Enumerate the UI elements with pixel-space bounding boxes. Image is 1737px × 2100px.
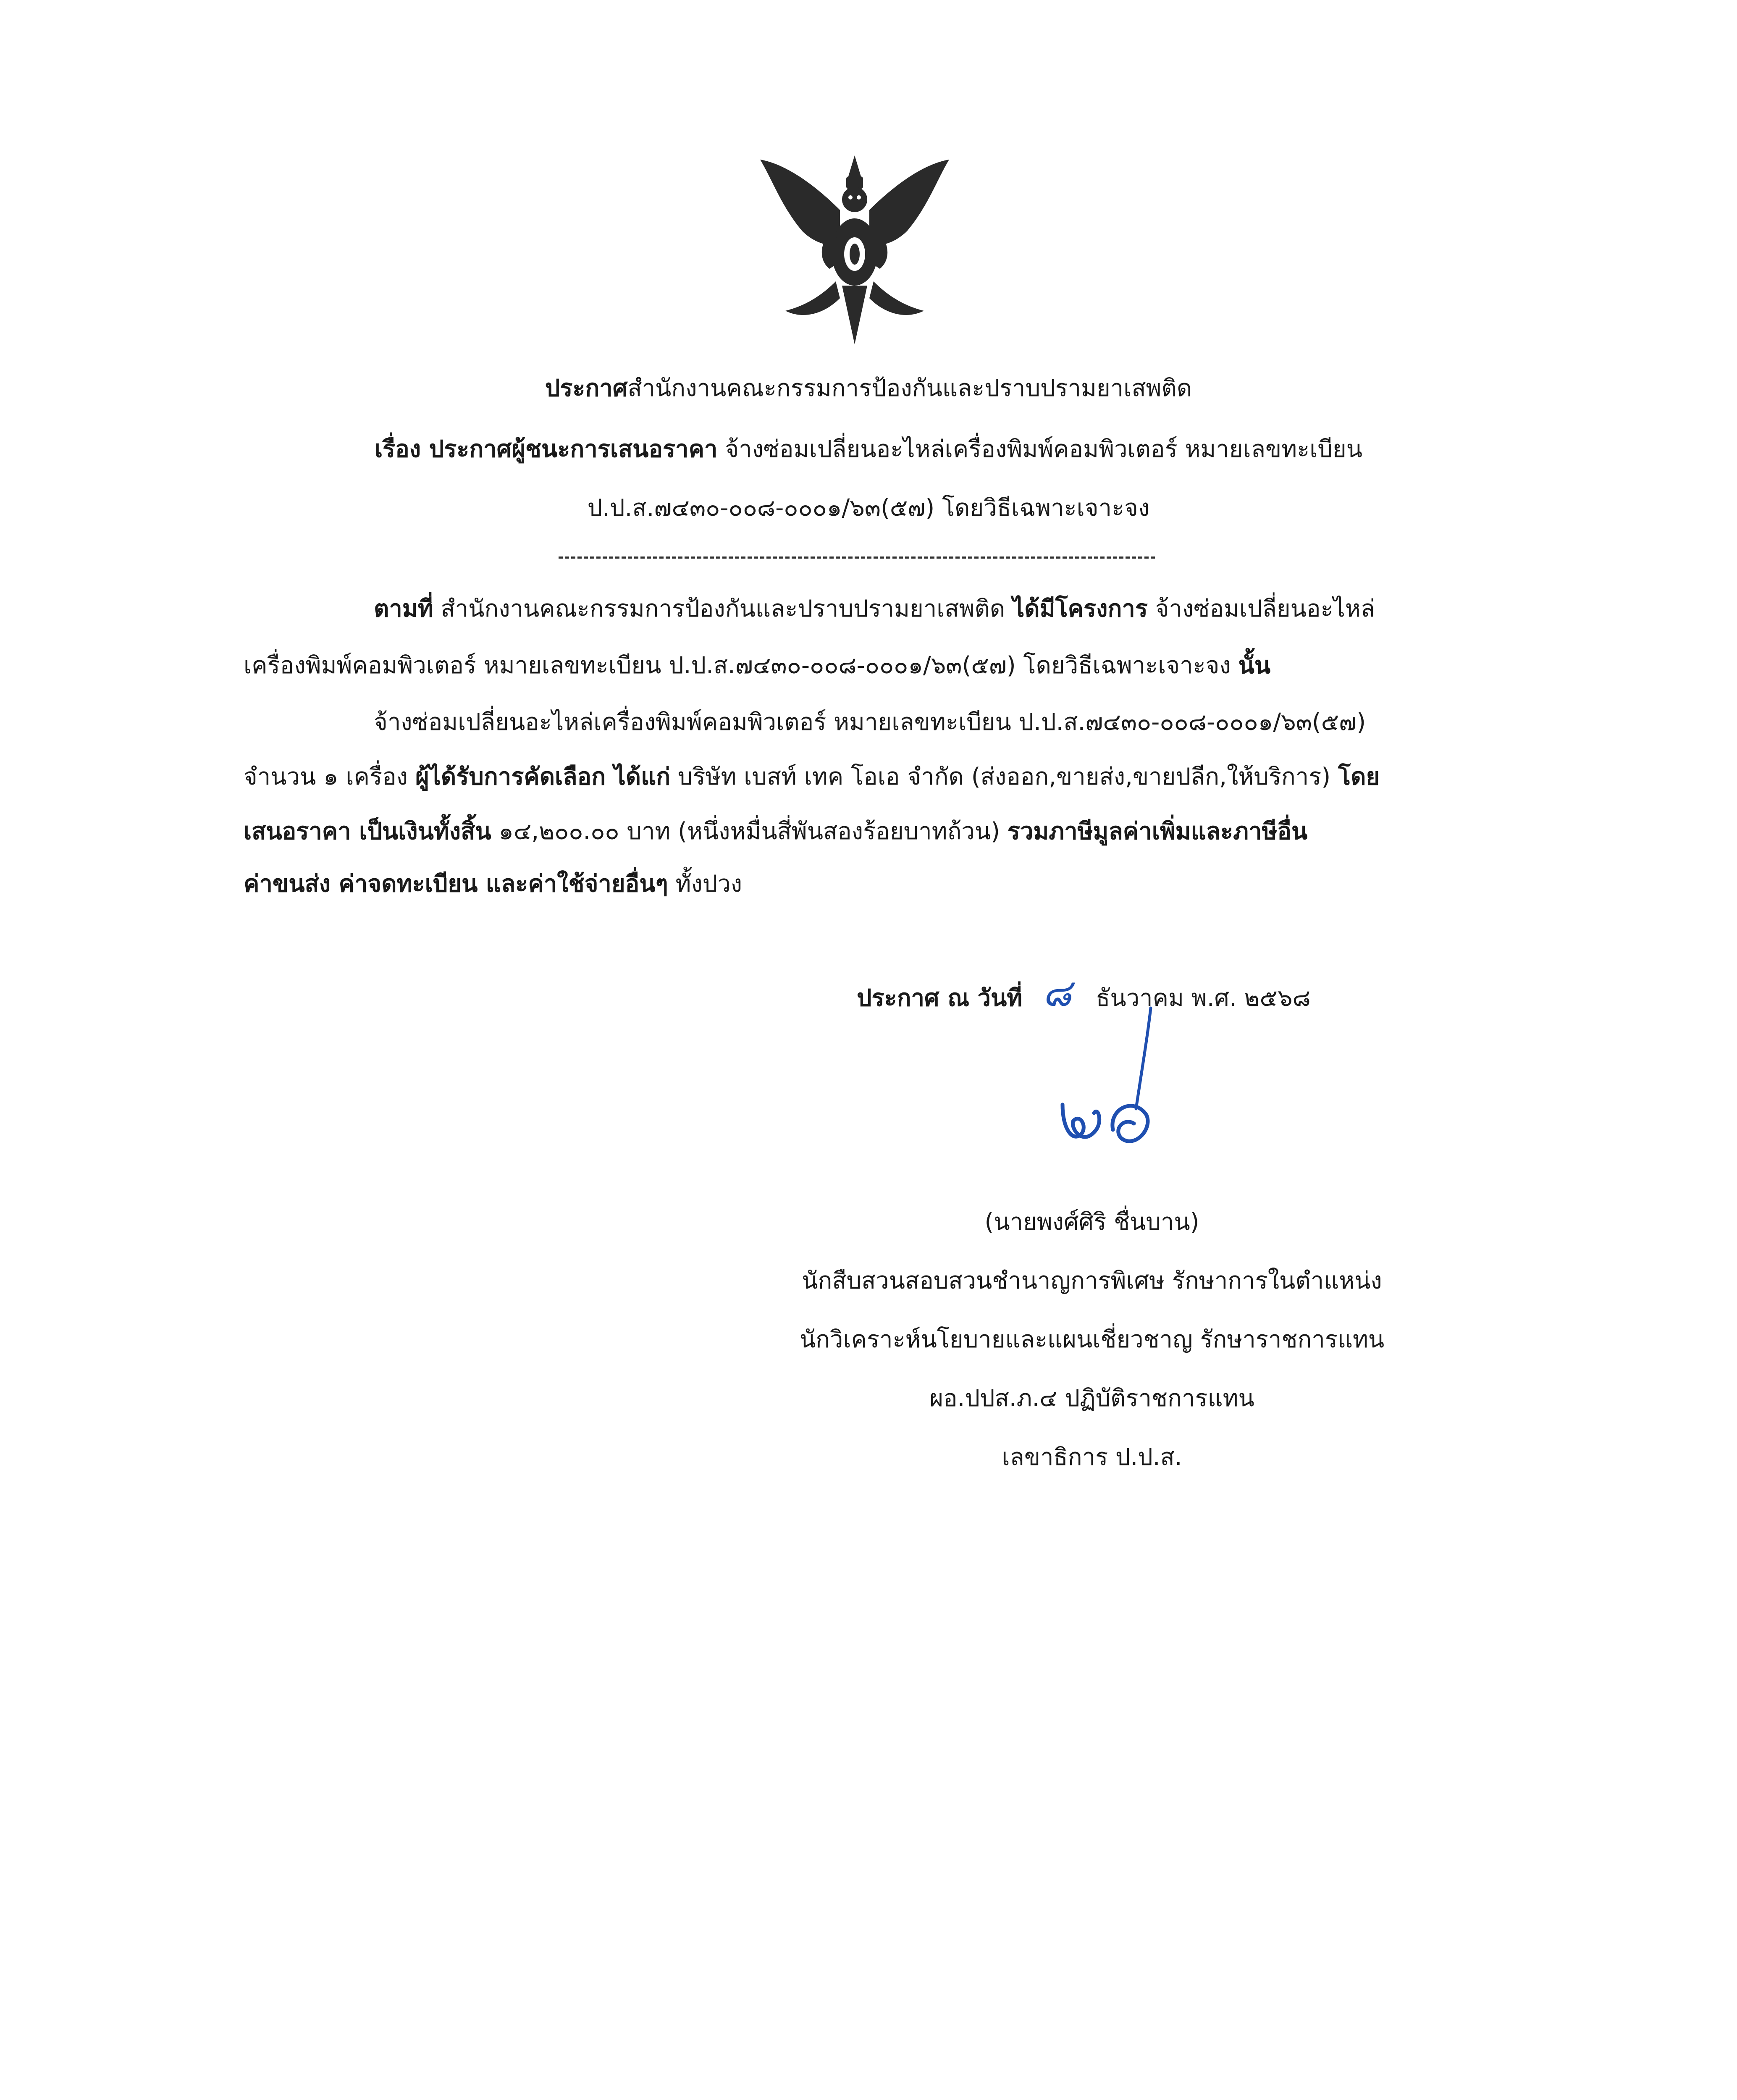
body-p2-l4-bold-a: ค่าขนส่ง ค่าจดทะเบียน และค่าใช้จ่ายอื่นๆ bbox=[244, 870, 668, 898]
date-month-year: ธันวาคม พ.ศ. ๒๕๖๘ bbox=[1096, 984, 1311, 1012]
header-line-3: ป.ป.ส.๗๔๓๐-๐๐๘-๐๐๐๑/๖๓(๕๗) โดยวิธีเฉพาะเจาะจง bbox=[587, 494, 1150, 522]
header-line-2 bbox=[0, 433, 1737, 466]
body-p1-bold-a: ตามที่ bbox=[374, 595, 433, 622]
body-p2-l2-bold-a: ผู้ได้รับการคัดเลือก ได้แก่ bbox=[415, 763, 671, 790]
body-p2-line-1: จ้างซ่อมเปลี่ยนอะไหล่เครื่องพิมพ์คอมพิวเตอร์ หมายเลขทะเบียน ป.ป.ส.๗๔๓๐-๐๐๘-๐๐๐๑/๖๓(๕๗) bbox=[374, 709, 1366, 736]
signatory-position-2: นักวิเคราะห์นโยบายและแผนเชี่ยวชาญ รักษาราชการแทน bbox=[799, 1326, 1385, 1353]
header-line-1 bbox=[0, 372, 1737, 405]
body-p1-line2-bold: นั้น bbox=[1238, 652, 1271, 679]
body-p2-l2-normal-a: จำนวน ๑ เครื่อง bbox=[244, 763, 415, 790]
body-p1-line2-normal: เครื่องพิมพ์คอมพิวเตอร์ หมายเลขทะเบียน ป.ป.ส.๗๔๓๐-๐๐๘-๐๐๐๑/๖๓(๕๗) โดยวิธีเฉพาะเจาะจง bbox=[244, 652, 1238, 679]
signatory-name: (นายพงศ์ศิริ ชื่นบาน) bbox=[984, 1208, 1199, 1236]
body-p2-line-3 bbox=[244, 815, 1307, 848]
body-p2-l3-normal: ๑๔,๒๐๐.๐๐ บาท (หนึ่งหมื่นสี่พันสองร้อยบาทถ้วน) bbox=[491, 818, 1008, 845]
signatory-position-1: นักสืบสวนสอบสวนชำนาญการพิเศษ รักษาการในตำแหน่ง bbox=[802, 1267, 1382, 1294]
header-subject-label: เรื่อง ประกาศผู้ชนะการเสนอราคา bbox=[374, 436, 718, 463]
signatory-position-4: เลขาธิการ ป.ป.ส. bbox=[1002, 1444, 1182, 1471]
body-p1-bold-b: ได้มีโครงการ bbox=[1013, 595, 1148, 622]
body-p1-normal-b: จ้างซ่อมเปลี่ยนอะไหล่ bbox=[1147, 595, 1375, 622]
body-p2-l3-bold-b: รวมภาษีมูลค่าเพิ่มและภาษีอื่น bbox=[1007, 818, 1308, 845]
header-subject-text: จ้างซ่อมเปลี่ยนอะไหล่เครื่องพิมพ์คอมพิวเตอร์ หมายเลขทะเบียน bbox=[717, 436, 1363, 463]
header-announcement-label: ประกาศ bbox=[545, 375, 628, 402]
body-p1-line-1 bbox=[374, 592, 1375, 626]
body-p2-line-4 bbox=[244, 867, 742, 901]
date-day-handwritten: ๘ bbox=[1042, 971, 1072, 1015]
header-agency: สำนักงานคณะกรรมการป้องกันและปราบปรามยาเสพติด bbox=[627, 375, 1192, 402]
handwritten-signature bbox=[1050, 1004, 1184, 1163]
date-prefix: ประกาศ ณ วันที่ bbox=[857, 984, 1023, 1012]
body-p1-line-2 bbox=[244, 649, 1270, 682]
header-divider bbox=[559, 556, 1155, 559]
signatory-position-3: ผอ.ปปส.ภ.๔ ปฏิบัติราชการแทน bbox=[929, 1385, 1254, 1412]
body-p2-l2-normal-b: บริษัท เบสท์ เทค โอเอ จำกัด (ส่งออก,ขายส่ง,ขายปลีก,ให้บริการ) bbox=[670, 763, 1338, 790]
garuda-emblem-icon bbox=[756, 147, 953, 349]
body-p1-normal-a: สำนักงานคณะกรรมการป้องกันและปราบปรามยาเสพติด bbox=[433, 595, 1013, 622]
body-p2-l3-bold-a: เสนอราคา เป็นเงินทั้งสิ้น bbox=[244, 818, 491, 845]
body-p2-l4-normal: ทั้งปวง bbox=[668, 870, 743, 898]
body-p2-line-2 bbox=[244, 760, 1380, 794]
body-p2-l2-bold-b: โดย bbox=[1338, 763, 1380, 790]
